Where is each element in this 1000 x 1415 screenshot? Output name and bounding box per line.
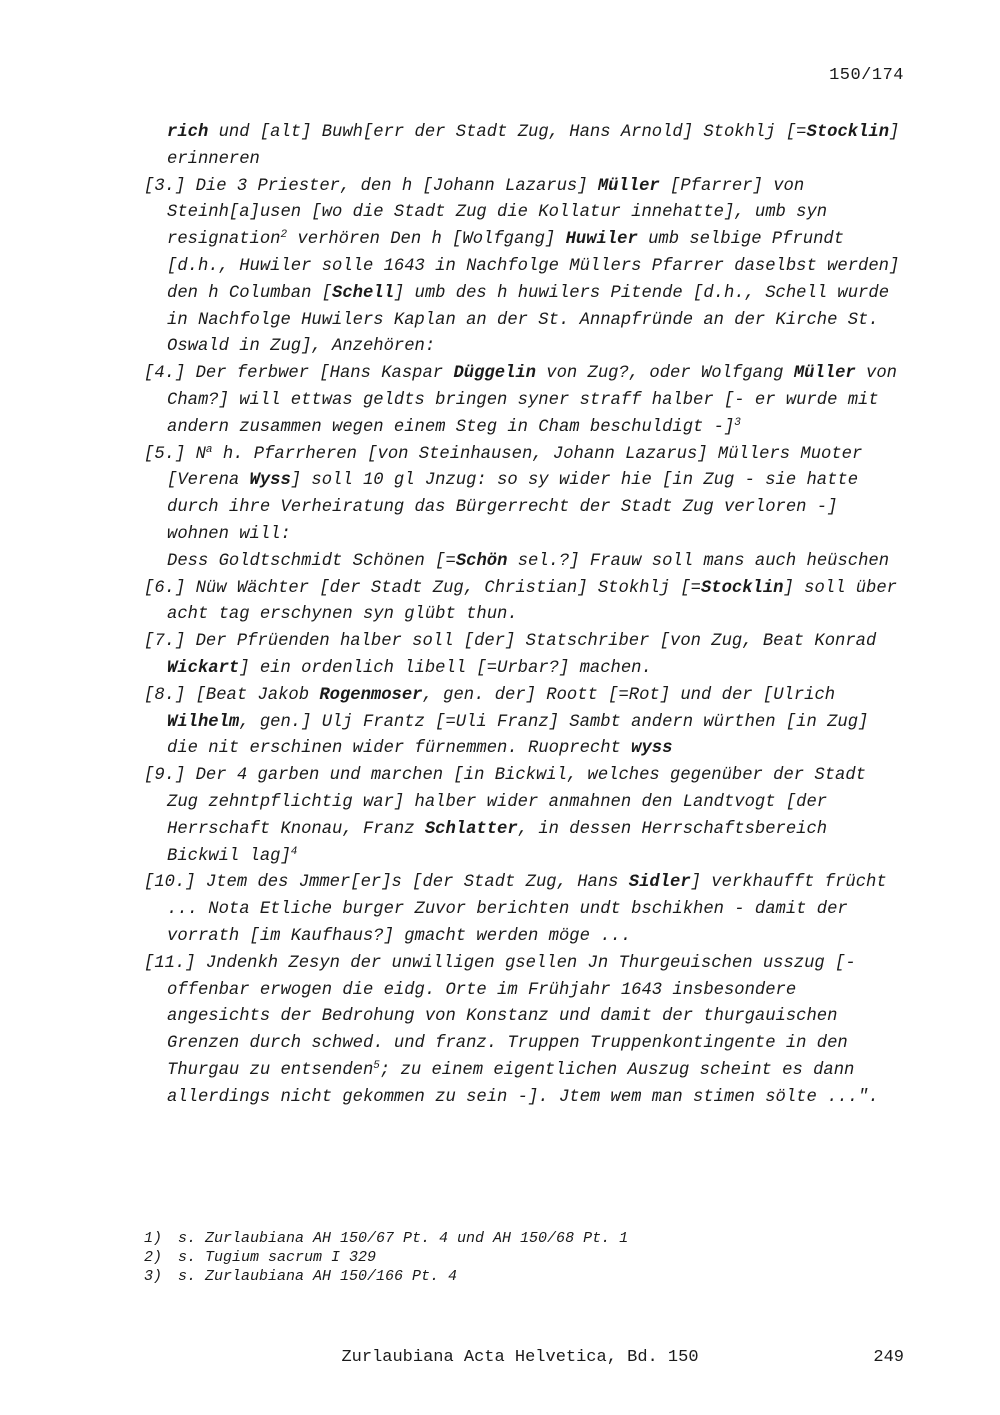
entry-7: [7.] Der Pfrüenden halber soll [der] Statschriber [von Zug, Beat Konrad Wickart] ein ordenlich libell [=Urbar?] machen. (144, 632, 877, 678)
footnote: 2) s. Tugium sacrum I 329 (144, 1249, 377, 1266)
entry-4: [4.] Der ferbwer [Hans Kaspar Düggelin von Zug?, oder Wolfgang Müller von Cham?] will ettwas geldts bringen syner straff halber [- er wurde mit andern zusammen wegen einem Steg in Cham beschuldigt -]$^3$ (144, 364, 897, 437)
lead-paragraph: rich und [alt] Buwh[err der Stadt Zug, Hans Arnold] Stokhlj [=Stocklin] erinneren (167, 123, 900, 169)
entry-5-continuation: Dess Goldtschmidt Schönen [=Schön sel.?] Frauw soll mans auch heüschen (167, 551, 890, 571)
footnotes (144, 1229, 628, 1286)
entry-10: [10.] Jtem des Jmmer[er]s [der Stadt Zug, Hans Sidler] verkhaufft frücht ... Nota Etliche burger Zuvor berichten undt bschikhen - damit der vorrath [im Kaufhaus?] gmacht werden möge ... (144, 873, 887, 946)
document-body (144, 120, 906, 1111)
footnote-ref-3: 3 (734, 416, 741, 429)
footnote-ref-4: 4 (290, 845, 298, 858)
footnote-ref-2: 2 (280, 229, 288, 242)
entry-5: [5.] $N^a$ h. Pfarrheren [von Steinhausen, Johann Lazarus] Müllers Muoter [Verena Wyss] soll 10 gl Jnzug: so sy wider hie [in Zug - sie hatte durch ihre Verheiratung das Bürgerrecht der Stadt Zug verloren -] wohnen will: (144, 443, 863, 544)
footer-publication-title: Zurlaubiana Acta Helvetica, Bd. 150 (341, 1348, 699, 1367)
entry-6: [6.] Nüw Wächter [der Stadt Zug, Christian] Stokhlj [=Stocklin] soll über acht tag erschynen syn glübt thun. (144, 578, 897, 625)
page-number: 150/174 (829, 66, 904, 85)
footnote-ref-5: 5 (373, 1059, 380, 1072)
entry-11: [11.] Jndenkh Zesyn der unwilligen gsellen Jn Thurgeuischen usszug [- offenbar erwogen die eidg. Orte im Frühjahr 1643 insbesondere angesichts der Bedrohung von Konstanz und damit der thurgauischen Grenzen durch schwed. und franz. Truppen Truppenkontingente in den Thurgau zu entsenden$^5$; zu einem eigentlichen Auszug scheint es dann allerdings nicht gekommen zu sein -]. Jtem wem man stimen sölte ...". (144, 953, 879, 1107)
entry-9: [9.] Der 4 garben und marchen [in Bickwil, welches gegenüber der Stadt Zug zehntpflichtig war] halber wider anmahnen den Landtvogt [der Herrschaft Knonau, Franz Schlatter, in dessen Herrschaftsbereich Bickwil lag]$^4$ (144, 766, 867, 866)
footnote: 3) s. Zurlaubiana AH 150/166 Pt. 4 (144, 1268, 458, 1285)
entry-8: [8.] [Beat Jakob Rogenmoser, gen. der] Roott [=Rot] und der [Ulrich Wilhelm, gen.] Ulj Frantz [=Uli Franz] Sambt andern würthen [in Zug] die nit erschinen wider fürnemmen. Ruoprecht wyss (144, 685, 869, 759)
entry-3: [3.] Die 3 Priester, den h [Johann Lazarus] Müller [Pfarrer] von Steinh[a]usen [wo die Stadt Zug die Kollatur innehatte], umb syn resignation$^2$ verhören Den h [Wolfgang] Huwiler umb selbige Pfrundt [d.h., Huwiler solle 1643 in Nachfolge Müllers Pfarrer daselbst werden] den h Columban [Schell] umb des h huwilers Pitende [d.h., Schell wurde in Nachfolge Huwilers Kaplan an der St. Annapfründe an der Kirche St. Oswald in Zug], Anzehören: (144, 176, 900, 357)
footnote: 1) s. Zurlaubiana AH 150/67 Pt. 4 und AH 150/68 Pt. 1 (144, 1230, 629, 1247)
footer-page-number: 249 (873, 1348, 904, 1367)
